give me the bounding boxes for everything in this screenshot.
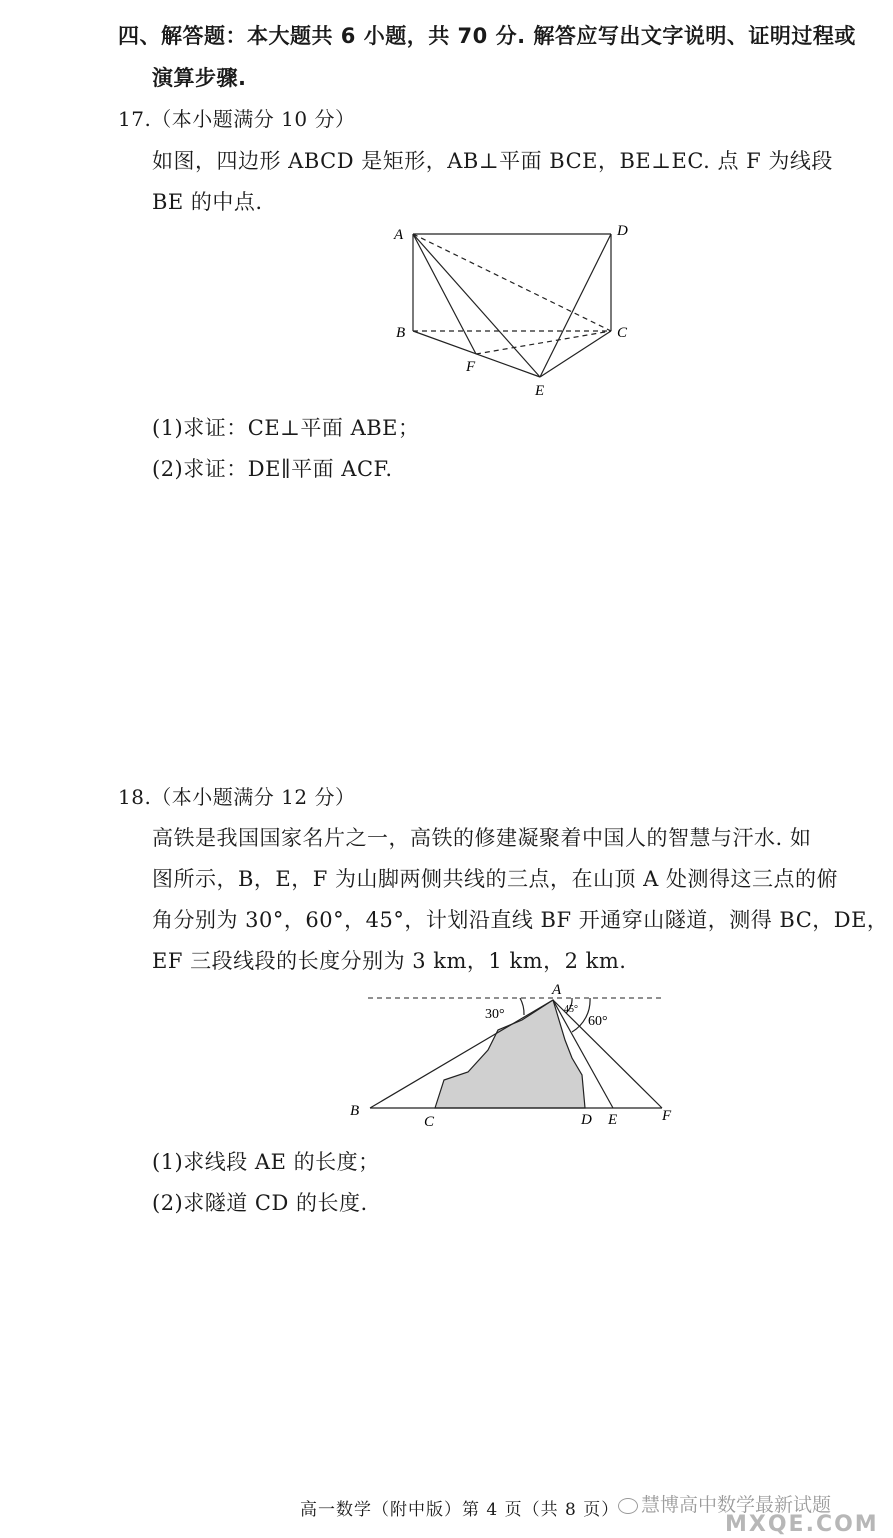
q17-figure [380, 215, 640, 400]
label-angle30: 30° [485, 1007, 505, 1022]
watermark-source-text: 慧博高中数学最新试题 [641, 1494, 832, 1516]
q18-stem-line1: 高铁是我国国家名片之一，高铁的修建凝聚着中国人的智慧与汗水. 如 [152, 826, 812, 850]
q17-stem-line2: BE 的中点. [152, 190, 263, 214]
edge-DE [540, 234, 611, 377]
edge-CE [540, 331, 611, 377]
q18-figure [340, 980, 685, 1135]
q17-part1: (1)求证：CE⊥平面 ABE； [152, 416, 420, 440]
edge-AE [413, 234, 540, 377]
q17-header: 17.（本小题满分 10 分） [118, 107, 356, 131]
q18-stem-line4: EF 三段线段的长度分别为 3 km，1 km，2 km. [152, 949, 627, 973]
q18-stem-line3: 角分别为 30°，60°，45°，计划沿直线 BF 开通穿山隧道，测得 BC，DE， [152, 908, 889, 932]
edge-FC [476, 331, 611, 354]
label-A: A [394, 227, 404, 243]
label-A: A [552, 982, 562, 998]
q18-part1: (1)求线段 AE 的长度； [152, 1150, 380, 1174]
edge-AC [413, 234, 611, 331]
label-angle60: 60° [588, 1014, 608, 1029]
label-C: C [617, 325, 628, 341]
q18-header: 18.（本小题满分 12 分） [118, 785, 356, 809]
label-C: C [424, 1114, 435, 1130]
q17-part2: (2)求证：DE∥平面 ACF. [152, 457, 393, 481]
section-heading-line1: 四、解答题：本大题共 6 小题，共 70 分. 解答应写出文字说明、证明过程或 [118, 24, 856, 48]
section-heading-line2: 演算步骤. [152, 66, 247, 90]
label-F: F [662, 1108, 672, 1124]
watermark-site: MXQE.COM [725, 1512, 879, 1537]
arc-30 [520, 998, 524, 1015]
label-B: B [350, 1103, 360, 1119]
wechat-icon [618, 1498, 638, 1514]
q18-part2: (2)求隧道 CD 的长度. [152, 1191, 368, 1215]
label-E: E [535, 383, 545, 399]
label-D: D [581, 1112, 592, 1128]
page-footer: 高一数学（附中版）第 4 页（共 8 页） [300, 1500, 620, 1520]
label-B: B [396, 325, 406, 341]
label-D: D [617, 223, 628, 239]
label-F: F [466, 359, 476, 375]
q18-stem-line2: 图所示，B，E，F 为山脚两侧共线的三点，在山顶 A 处测得这三点的俯 [152, 867, 839, 891]
label-angle45: 45° [564, 1004, 578, 1015]
label-E: E [608, 1112, 618, 1128]
q17-stem-line1: 如图，四边形 ABCD 是矩形，AB⊥平面 BCE，BE⊥EC. 点 F 为线段 [152, 149, 833, 173]
